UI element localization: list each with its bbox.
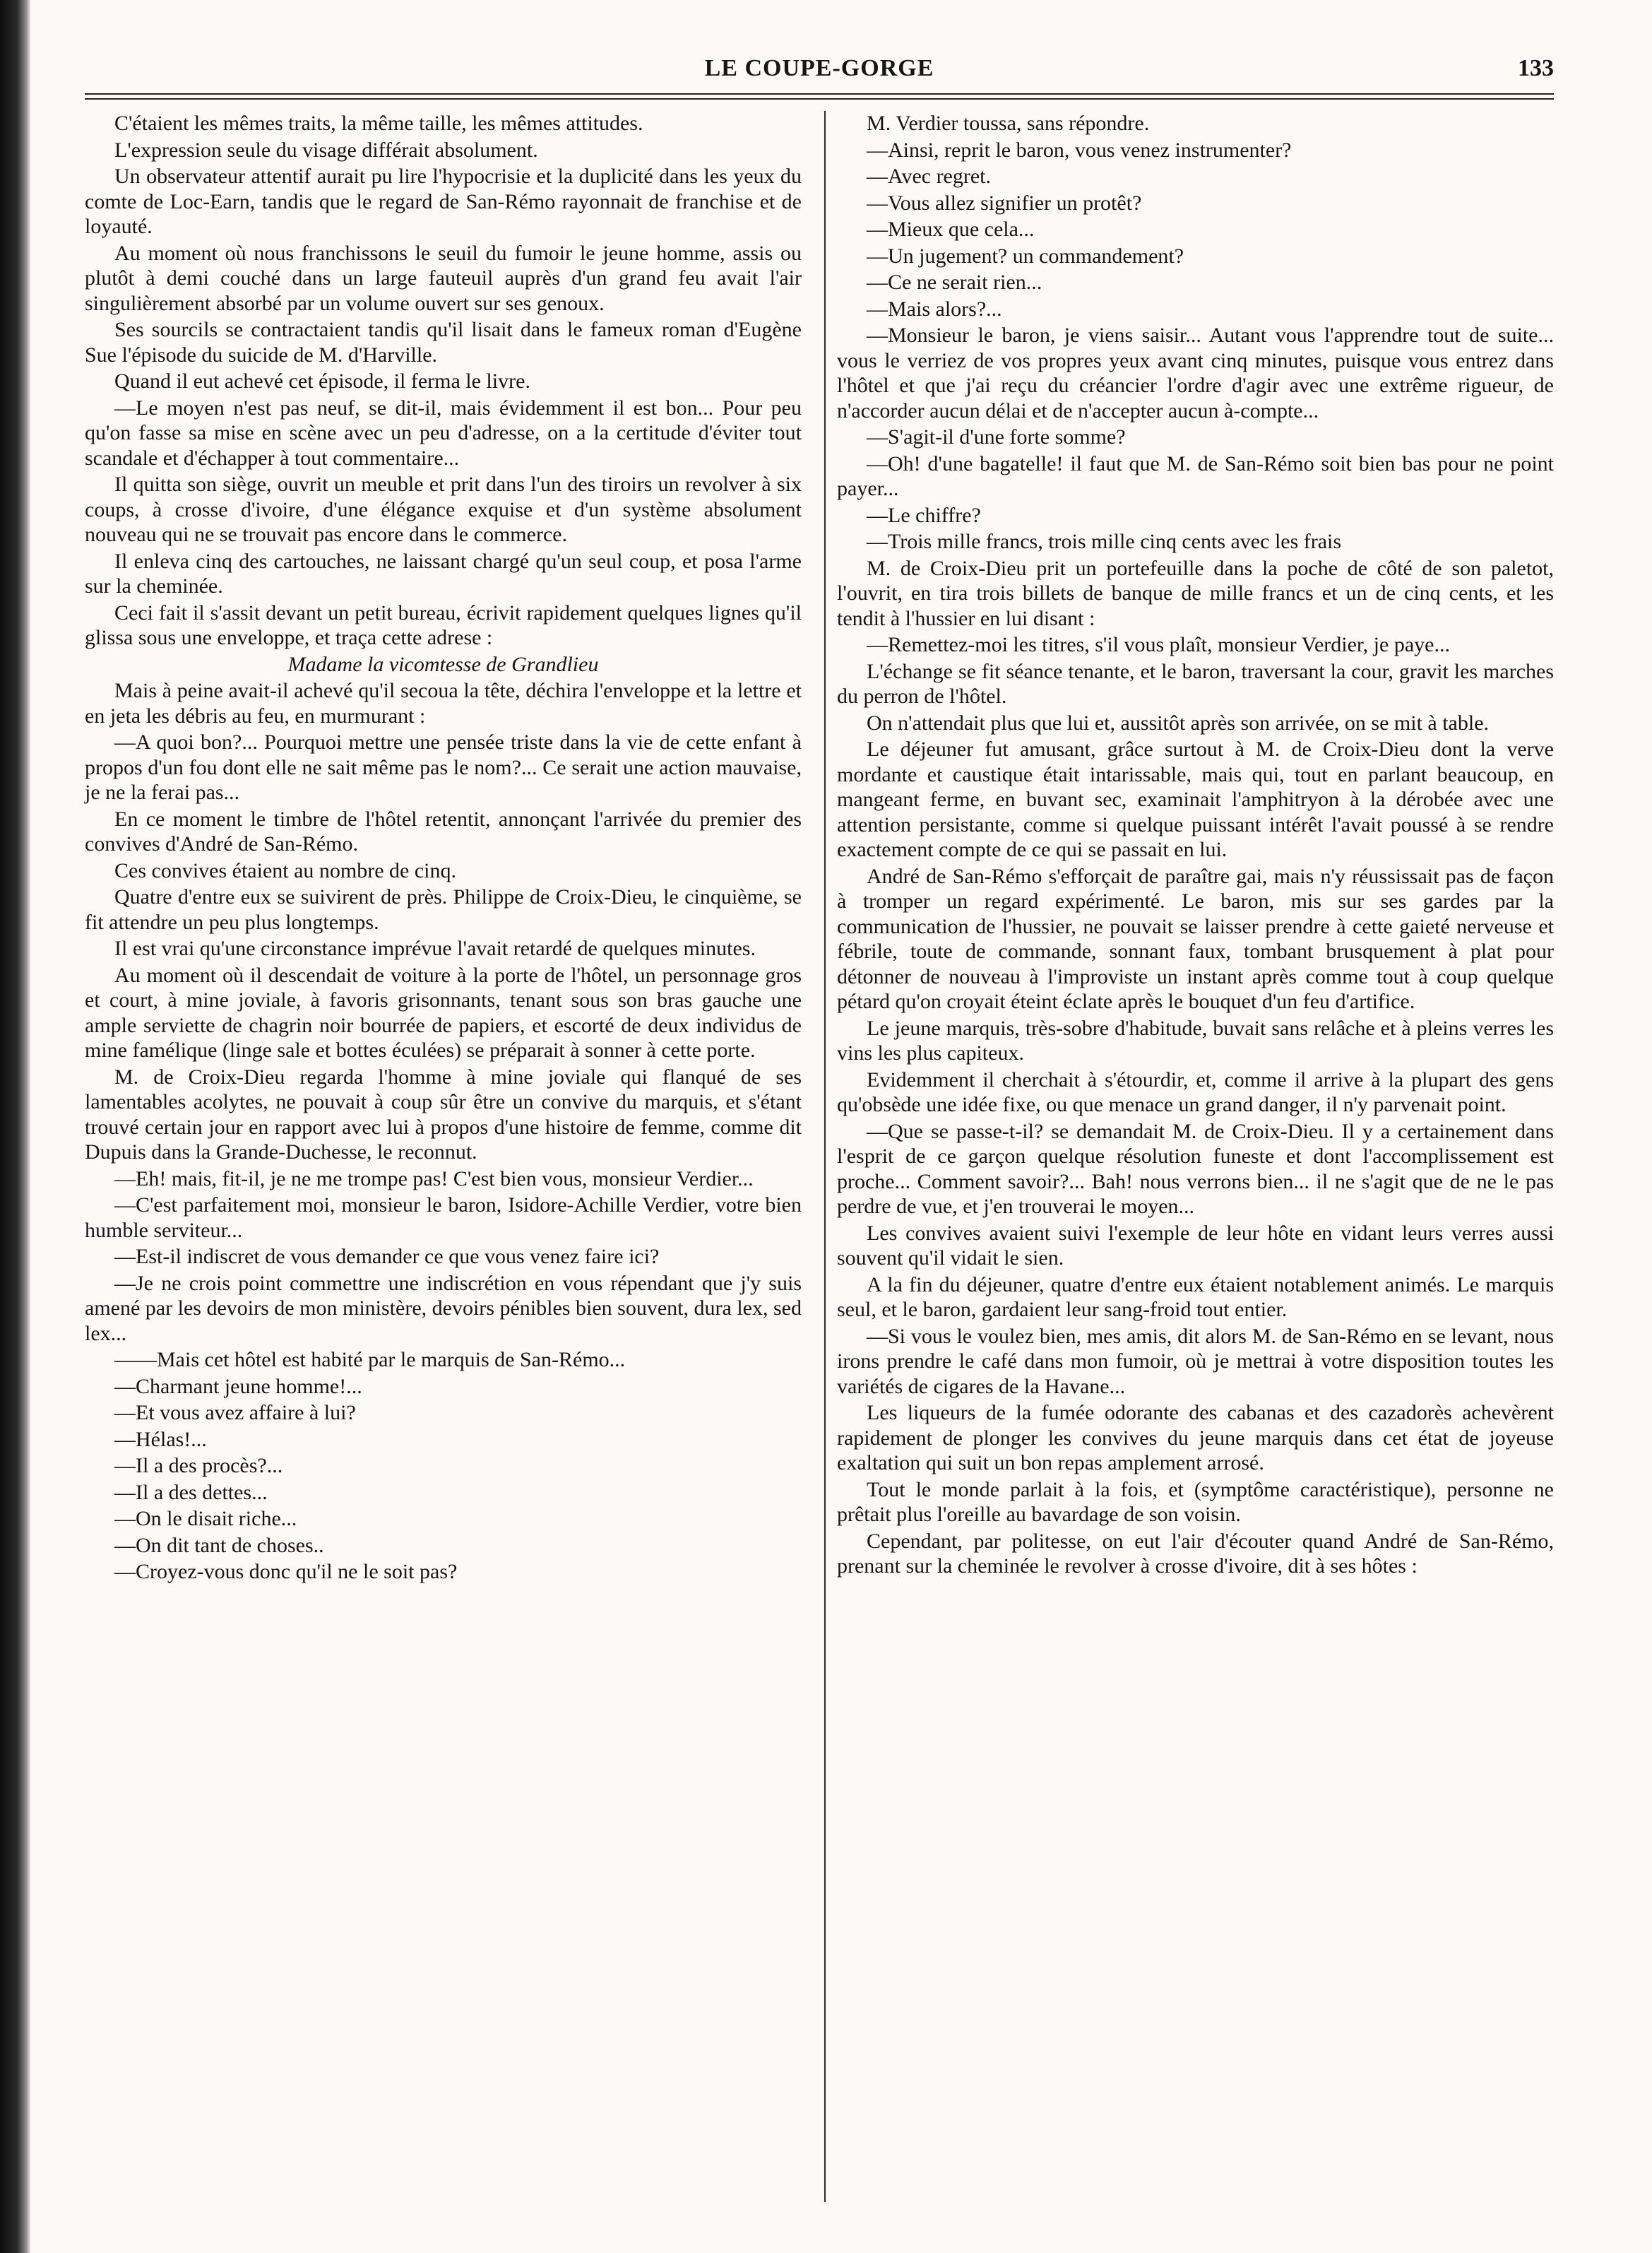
paragraph: Il est vrai qu'une circonstance imprévue l'avait retardé de quelques minutes. <box>114 937 756 960</box>
paragraph: Madame la vicomtesse de Grandlieu <box>287 652 599 676</box>
paragraph: —Si vous le voulez bien, mes amis, dit alors M. de San-Rémo en se levant, nous irons prendre le café dans mon fumoir, où je mettrai à votre disposition toutes les variétés de cigares de la Havane... <box>837 1324 1554 1398</box>
paragraph: Le jeune marquis, très-sobre d'habitude, buvait sans relâche et à pleins verres les vins les plus capiteux. <box>837 1016 1554 1065</box>
paragraph: —Charmant jeune homme!... <box>114 1374 362 1398</box>
paragraph: —Ce ne serait rien... <box>867 271 1042 294</box>
header-rule <box>85 93 1554 95</box>
paragraph: Cependant, par politesse, on eut l'air d'écouter quand André de San-Rémo, prenant sur la cheminée le revolver à crosse d'ivoire, dit à ses hôtes : <box>837 1529 1554 1578</box>
paragraph: —Remettez-moi les titres, s'il vous plaît, monsieur Verdier, je paye... <box>867 633 1450 656</box>
paragraph: —Mais alors?... <box>867 297 1002 321</box>
paragraph: —Il a des dettes... <box>114 1480 268 1504</box>
paragraph: M. de Croix-Dieu prit un portefeuille dans la poche de côté de son paletot, l'ouvrit, en tira trois billets de banque de mille francs et un de cinq cents, et les tendit à l'hussier en lui disant : <box>837 556 1554 630</box>
paragraph: —Le moyen n'est pas neuf, se dit-il, mais évidemment il est bon... Pour peu qu'on fasse sa mise en scène avec un peu d'adresse, on a la certitude d'éviter tout scandale et d'échapper à tout commentaire... <box>85 396 802 470</box>
paragraph: —Mieux que cela... <box>867 218 1035 241</box>
page-header <box>85 55 1554 83</box>
paragraph: —Est-il indiscret de vous demander ce que vous venez faire ici? <box>114 1245 660 1268</box>
paragraph: Il quitta son siège, ouvrit un meuble et prit dans l'un des tiroirs un revolver à six coups, à crosse d'ivoire, d'une élégance exquise et d'un système absolument nouveau qui ne se trouvait pas encore dans le commerce. <box>85 473 802 546</box>
paragraph: —Ainsi, reprit le baron, vous venez instrumenter? <box>867 138 1292 162</box>
paragraph: —Oh! d'une bagatelle! il faut que M. de San-Rémo soit bien bas pour ne point payer... <box>837 451 1554 500</box>
paragraph: Ceci fait il s'assit devant un petit bureau, écrivit rapidement quelques lignes qu'il glissa sous une enveloppe, et traça cette adrese : <box>85 601 802 649</box>
paragraph: —On dit tant de choses.. <box>114 1533 324 1557</box>
paragraph: —A quoi bon?... Pourquoi mettre une pensée triste dans la vie de cette enfant à propos d'un fou dont elle ne sait même pas le nom?... Ce serait une action mauvaise, je ne la ferai pas... <box>85 731 802 804</box>
running-title: LE COUPE-GORGE <box>704 55 934 81</box>
paragraph: Les convives avaient suivi l'exemple de leur hôte en vidant leurs verres aussi souvent qu'il vidait le sien. <box>837 1221 1554 1270</box>
paragraph: L'échange se fit séance tenante, et le baron, traversant la cour, gravit les marches du perron de l'hôtel. <box>837 659 1554 708</box>
paragraph: Le déjeuner fut amusant, grâce surtout à M. de Croix-Dieu dont la verve mordante et caustique était intarissable, mais qui, tout en parlant beaucoup, en mangeant ferme, en buvant sec, examinait l'amphitryon à la dérobée avec une attention persistante, comme si quelque puissant intérêt l'avait poussé à se rendre exactement compte de ce qui se passait en lui. <box>837 738 1554 861</box>
paragraph: M. de Croix-Dieu regarda l'homme à mine joviale qui flanqué de ses lamentables acolytes, ne pouvait à coup sûr être un convive du marquis, et s'étant trouvé certain jour en rapport avec lui à propos d'une histoire de femme, comme dit Dupuis dans la Grande-Duchesse, le reconnut. <box>85 1065 802 1164</box>
paragraph: Quand il eut achevé cet épisode, il ferma le livre. <box>114 369 530 393</box>
paragraph: C'étaient les mêmes traits, la même taille, les mêmes attitudes. <box>114 112 643 135</box>
paragraph: En ce moment le timbre de l'hôtel retentit, annonçant l'arrivée du premier des convives d'André de San-Rémo. <box>85 807 802 856</box>
paragraph: Ces convives étaient au nombre de cinq. <box>114 858 457 882</box>
paragraph: Les liqueurs de la fumée odorante des cabanas et des cazadorès achevèrent rapidement de plonger les convives du jeune marquis dans cet état de joyeuse exaltation qui suit un bon repas amplement arrosé. <box>837 1401 1554 1474</box>
paragraph: —Monsieur le baron, je viens saisir... Autant vous l'apprendre tout de suite... vous le verriez de vos propres yeux avant cinq minutes, puisque vous entrez dans l'hôtel et que j'ai reçu du créancier l'ordre d'agir avec une extrême rigueur, de n'accorder aucun délai et de n'accepter aucun à-compte... <box>837 324 1554 422</box>
text-columns <box>85 111 1554 2202</box>
paragraph: ——Mais cet hôtel est habité par le marquis de San-Rémo... <box>114 1348 626 1371</box>
paragraph: —Trois mille francs, trois mille cinq cents avec les frais <box>867 530 1342 553</box>
paragraph: —Vous allez signifier un protêt? <box>867 191 1142 215</box>
scan-binding-edge <box>0 0 31 2253</box>
paragraph: —S'agit-il d'une forte somme? <box>867 425 1126 449</box>
paragraph: A la fin du déjeuner, quatre d'entre eux étaient notablement animés. Le marquis seul, et le baron, gardaient leur sang-froid tout entier. <box>837 1272 1554 1321</box>
paragraph: Evidemment il cherchait à s'étourdir, et, comme il arrive à la plupart des gens qu'obsède une idée fixe, ou que menace un grand danger, il n'y parvenait point. <box>837 1068 1554 1116</box>
paragraph: —Le chiffre? <box>867 503 981 527</box>
page-number: 133 <box>1518 55 1554 81</box>
book-page <box>85 55 1554 2231</box>
paragraph: Il enleva cinq des cartouches, ne laissant chargé qu'un seul coup, et posa l'arme sur la cheminée. <box>85 549 802 598</box>
left-column <box>85 111 802 2202</box>
paragraph: —On le disait riche... <box>114 1507 297 1530</box>
paragraph: Ses sourcils se contractaient tandis qu'il lisait dans le fameux roman d'Eugène Sue l'épisode du suicide de M. d'Harville. <box>85 318 802 367</box>
paragraph: —Hélas!... <box>114 1427 207 1451</box>
paragraph: Mais à peine avait-il achevé qu'il secoua la tête, déchira l'enveloppe et la lettre et en jeta les débris au feu, en murmurant : <box>85 679 802 728</box>
paragraph: —Et vous avez affaire à lui? <box>114 1401 356 1424</box>
paragraph: —Avec regret. <box>867 165 992 188</box>
paragraph: Quatre d'entre eux se suivirent de près. Philippe de Croix-Dieu, le cinquième, se fit attendre un peu plus longtemps. <box>85 885 802 934</box>
paragraph: Un observateur attentif aurait pu lire l'hypocrisie et la duplicité dans les yeux du comte de Loc-Earn, tandis que le regard de San-Rémo rayonnait de franchise et de loyauté. <box>85 165 802 238</box>
paragraph: L'expression seule du visage différait absolument. <box>114 138 538 162</box>
paragraph: —Croyez-vous donc qu'il ne le soit pas? <box>114 1560 458 1583</box>
paragraph: Au moment où nous franchissons le seuil du fumoir le jeune homme, assis ou plutôt à demi couché dans un large fauteuil auprès d'un grand feu avait l'air singulièrement absorbé par un volume ouvert sur ses genoux. <box>85 241 802 315</box>
paragraph: Au moment où il descendait de voiture à la porte de l'hôtel, un personnage gros et court, à mine joviale, à favoris grisonnants, tenant sous son bras gauche une ample serviette de chagrin noir bourrée de papiers, et escorté de deux individus de mine famélique (linge sale et bottes éculées) se préparait à sonner à cette porte. <box>85 963 802 1062</box>
header-rule-double <box>85 98 1554 100</box>
paragraph: André de San-Rémo s'efforçait de paraître gai, mais n'y réussissait pas de façon à tromper un regard expérimenté. Le baron, mis sur ses gardes par la communication de l'hussier, ne pouvait se laisser prendre à cette gaieté nerveuse et fébrile, toute de commande, sonnant faux, tombant brusquement à plat pour détonner de nouveau à l'improviste un instant après comme tout à coup quelque pétard qu'on croyait éteint éclate après le bouquet d'un feu d'artifice. <box>837 864 1554 1013</box>
paragraph: —Un jugement? un commandement? <box>867 244 1184 268</box>
column-divider <box>824 111 826 2202</box>
paragraph: On n'attendait plus que lui et, aussitôt après son arrivée, on se mit à table. <box>867 711 1490 735</box>
paragraph: —Il a des procès?... <box>114 1454 283 1477</box>
paragraph: —C'est parfaitement moi, monsieur le baron, Isidore-Achille Verdier, votre bien humble serviteur... <box>85 1193 802 1242</box>
right-column <box>837 111 1554 2202</box>
paragraph: —Je ne crois point commettre une indiscrétion en vous répendant que j'y suis amené par les devoirs de mon ministère, devoirs pénibles bien souvent, dura lex, sed lex... <box>85 1271 802 1345</box>
paragraph: M. Verdier toussa, sans répondre. <box>867 112 1150 135</box>
paragraph: —Eh! mais, fit-il, je ne me trompe pas! C'est bien vous, monsieur Verdier... <box>114 1166 754 1190</box>
paragraph: —Que se passe-t-il? se demandait M. de Croix-Dieu. Il y a certainement dans l'esprit de ce garçon quelque résolution funeste et dont l'accomplissement est proche... Comment savoir?... Bah! nous verrons bien... il ne s'agit que de ne le pas perdre de vue, et j'en trouverai le moyen... <box>837 1119 1554 1218</box>
paragraph: Tout le monde parlait à la fois, et (symptôme caractéristique), personne ne prêtait plus l'oreille au bavardage de son voisin. <box>837 1477 1554 1526</box>
